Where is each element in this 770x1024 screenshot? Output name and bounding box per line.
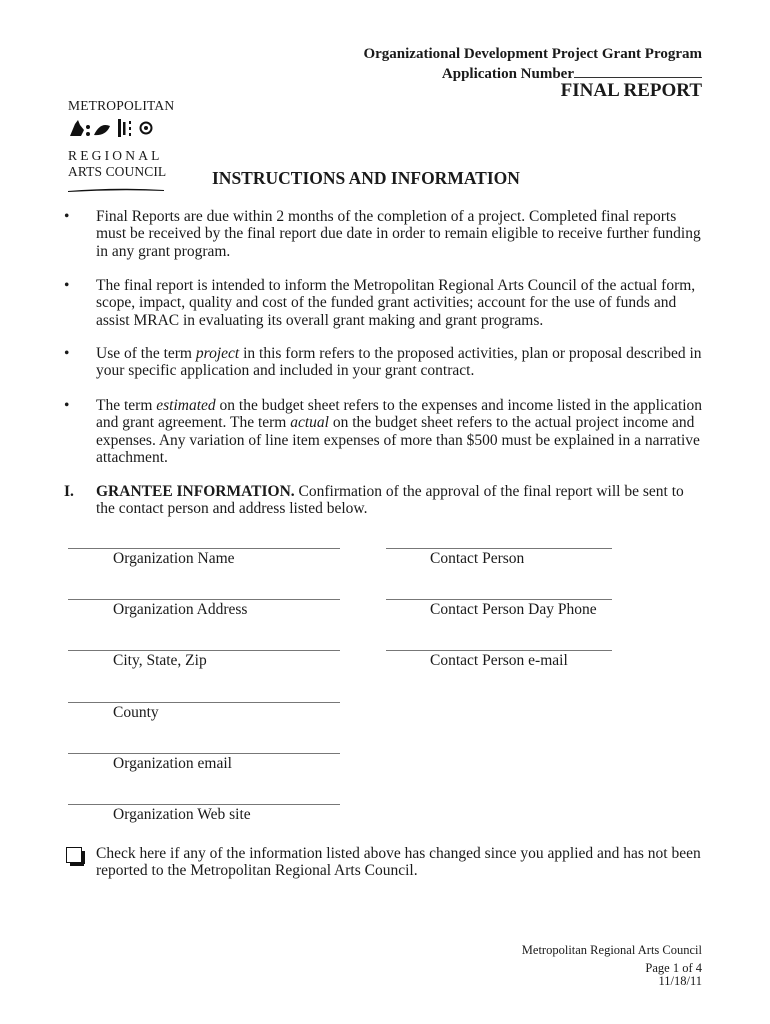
logo-swash-icon [68, 187, 164, 193]
application-number-label: Application Number [441, 66, 574, 82]
term-estimated: estimated [156, 397, 216, 414]
section-number: I. [64, 483, 74, 500]
bullet-icon: • [64, 397, 70, 414]
organization-email-field[interactable] [68, 753, 340, 754]
organization-address-field[interactable] [68, 599, 340, 600]
bullet-text: The term estimated on the budget sheet refers to the expenses and income listed in the application and grant agreement. The term actual on the budget sheet refers to the actual project income and expenses. Any variation of line item expenses of more than $500 must be explained in a narrative attachment. [96, 397, 703, 467]
city-state-zip-field[interactable] [68, 650, 340, 651]
contact-person-field[interactable] [386, 548, 612, 549]
report-title: FINAL REPORT [560, 80, 702, 101]
logo-text-line1: METROPOLITAN [68, 98, 175, 113]
bullet-text: Final Reports are due within 2 months of the completion of a project. Completed final reports must be received by the final report due date in order to remain eligible to receive further funding in any grant program. [96, 208, 701, 260]
organization-email-label: Organization email [113, 755, 232, 772]
bullet-icon: • [64, 345, 70, 362]
bullet-icon: • [64, 277, 70, 294]
county-label: County [113, 704, 159, 721]
bullet-text: The final report is intended to inform the Metropolitan Regional Arts Council of the actual form, scope, impact, quality and cost of the funded grant activities; account for the use of funds and assist MRAC in evaluating its overall grant making and grant programs. [96, 277, 696, 329]
organization-address-label: Organization Address [113, 601, 248, 618]
organization-website-label: Organization Web site [113, 806, 251, 823]
program-title: Organizational Development Project Grant Program [363, 46, 702, 62]
contact-day-phone-label: Contact Person Day Phone [430, 601, 597, 618]
logo-text-line2: REGIONAL [68, 148, 163, 163]
section-heading: GRANTEE INFORMATION. [96, 483, 295, 500]
contact-email-field[interactable] [386, 650, 612, 651]
page-title: INSTRUCTIONS AND INFORMATION [212, 168, 520, 188]
info-changed-checkbox[interactable] [66, 847, 82, 863]
term-actual: actual [290, 414, 329, 432]
application-number-field[interactable] [574, 64, 702, 78]
county-field[interactable] [68, 702, 340, 703]
bullet-text: Use of the term project in this form refers to the proposed activities, plan or proposal described in your specific application and included in your grant contract. [96, 345, 702, 380]
logo-glyphs-icon [68, 116, 160, 140]
contact-email-label: Contact Person e-mail [430, 652, 568, 669]
bullet-icon: • [64, 208, 70, 225]
organization-website-field[interactable] [68, 804, 340, 805]
footer-org: Metropolitan Regional Arts Council [521, 943, 702, 957]
footer-date: 11/18/11 [658, 974, 702, 988]
contact-day-phone-field[interactable] [386, 599, 612, 600]
term-project: project [195, 345, 240, 362]
section-text: GRANTEE INFORMATION. Confirmation of the approval of the final report will be sent to the contact person and address listed below. [96, 483, 684, 518]
mrac-logo [68, 98, 175, 198]
contact-person-label: Contact Person [430, 550, 525, 567]
organization-name-field[interactable] [68, 548, 340, 549]
info-changed-text: Check here if any of the information listed above has changed since you applied and has not been reported to the Metropolitan Regional Arts Council. [96, 845, 701, 880]
footer-page: Page 1 of 4 [645, 961, 702, 975]
logo-text-line3: ARTS COUNCIL [68, 164, 167, 179]
organization-name-label: Organization Name [113, 550, 235, 567]
city-state-zip-label: City, State, Zip [113, 652, 207, 669]
